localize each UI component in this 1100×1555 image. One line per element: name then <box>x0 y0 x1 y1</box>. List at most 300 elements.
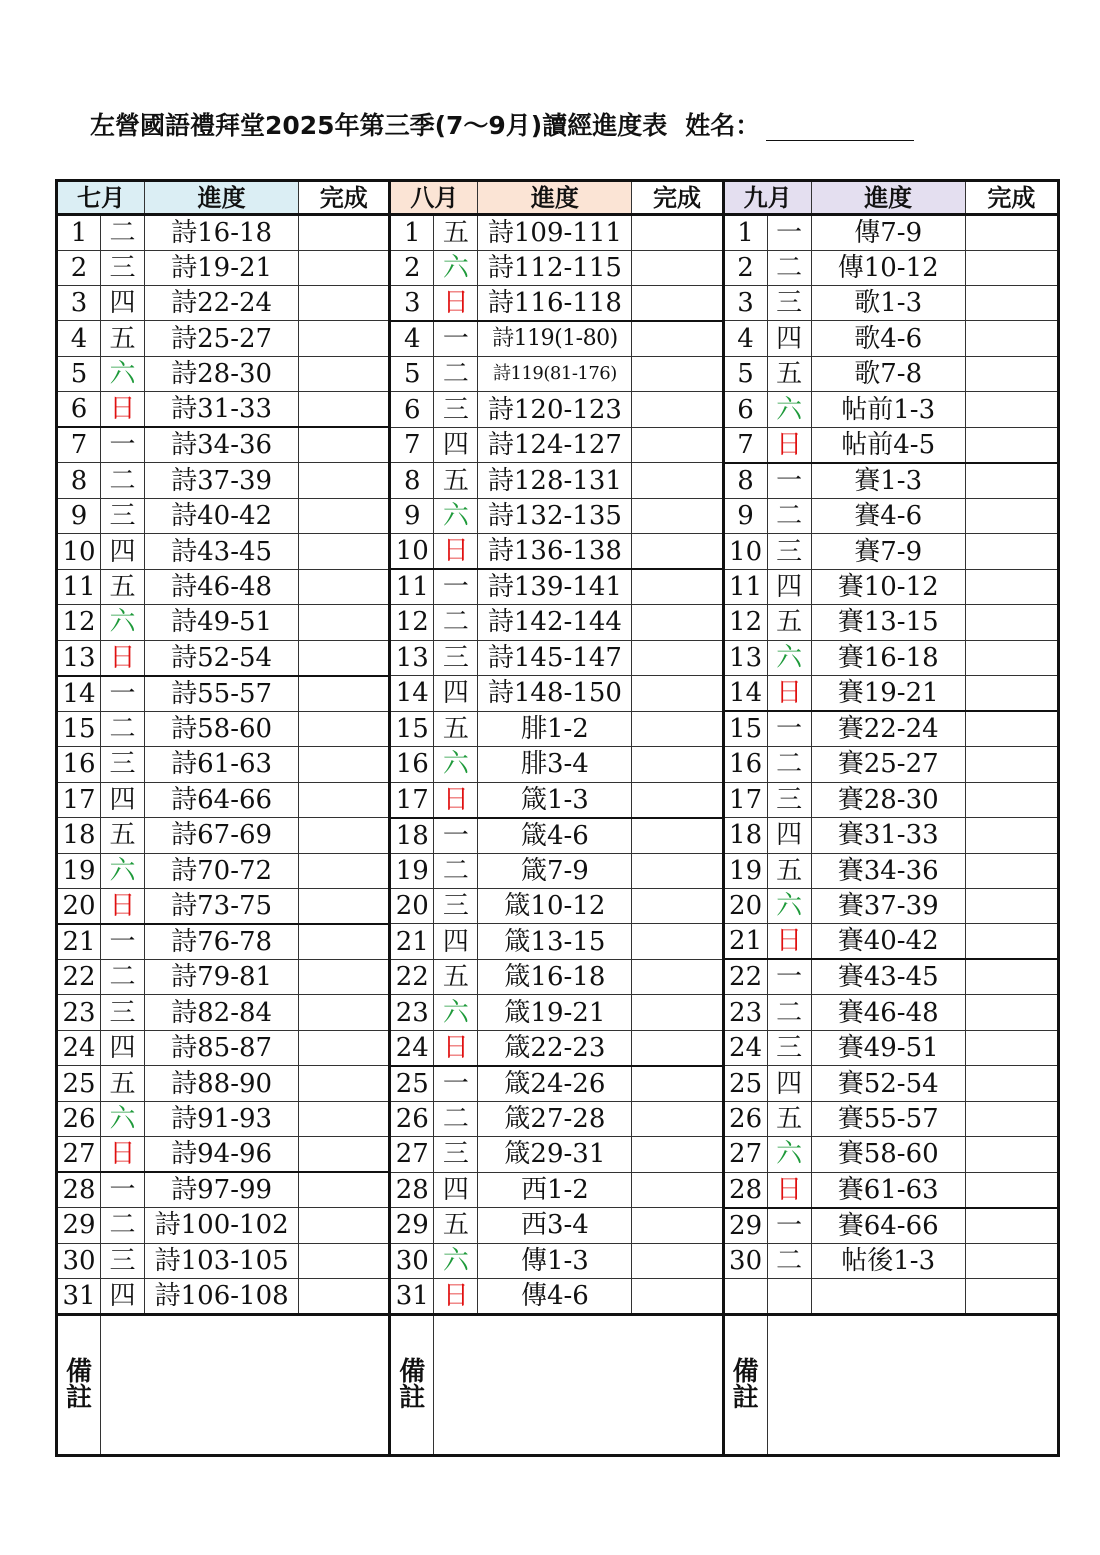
reading-cell: 詩34-36 <box>145 427 299 462</box>
date-cell: 2 <box>723 250 767 285</box>
weekday-cell: 二 <box>101 1208 145 1243</box>
reading-cell: 箴27-28 <box>478 1101 632 1136</box>
date-cell: 11 <box>57 569 101 604</box>
reading-cell: 詩116-118 <box>478 286 632 321</box>
month-label: 九月 <box>723 181 811 215</box>
date-cell: 5 <box>723 356 767 391</box>
done-checkbox-cell[interactable] <box>299 286 390 321</box>
done-checkbox-cell[interactable] <box>299 569 390 604</box>
done-checkbox-cell[interactable] <box>965 463 1058 498</box>
done-checkbox-cell[interactable] <box>965 427 1058 462</box>
table-row <box>57 1066 1059 1101</box>
weekday-cell: 五 <box>434 215 478 250</box>
done-checkbox-cell[interactable] <box>632 1137 723 1172</box>
done-checkbox-cell[interactable] <box>632 250 723 285</box>
weekday-cell: 二 <box>101 711 145 746</box>
weekday-cell: 六 <box>434 747 478 782</box>
done-checkbox-cell[interactable] <box>632 995 723 1030</box>
table-row <box>57 711 1059 746</box>
done-checkbox-cell[interactable] <box>965 1243 1058 1278</box>
weekday-cell: 一 <box>767 463 811 498</box>
done-checkbox-cell[interactable] <box>299 747 390 782</box>
date-cell: 25 <box>390 1066 434 1101</box>
table-row <box>57 1243 1059 1278</box>
weekday-cell: 四 <box>101 534 145 569</box>
reading-cell: 詩132-135 <box>478 498 632 533</box>
table-row <box>57 569 1059 604</box>
weekday-cell: 二 <box>434 853 478 888</box>
done-checkbox-cell[interactable] <box>632 1101 723 1136</box>
reading-cell: 箴7-9 <box>478 853 632 888</box>
date-cell <box>723 1279 767 1314</box>
notes-label-top: 備 <box>66 1356 93 1387</box>
done-checkbox-cell[interactable] <box>299 959 390 994</box>
reading-cell: 詩58-60 <box>145 711 299 746</box>
date-cell: 18 <box>723 818 767 853</box>
reading-cell: 箴4-6 <box>478 818 632 853</box>
weekday-cell: 四 <box>767 569 811 604</box>
done-checkbox-cell[interactable] <box>965 924 1058 959</box>
date-cell: 20 <box>390 888 434 923</box>
done-checkbox-cell[interactable] <box>632 640 723 675</box>
reading-cell: 帖後1-3 <box>811 1243 965 1278</box>
table-row <box>57 640 1059 675</box>
date-cell: 16 <box>390 747 434 782</box>
weekday-cell: 三 <box>434 640 478 675</box>
date-cell: 27 <box>57 1137 101 1172</box>
done-checkbox-cell[interactable] <box>965 215 1058 250</box>
notes-label-bottom: 註 <box>732 1382 759 1413</box>
reading-cell: 賽52-54 <box>811 1066 965 1101</box>
date-cell: 5 <box>57 356 101 391</box>
reading-cell: 詩136-138 <box>478 534 632 569</box>
table-row <box>57 676 1059 711</box>
weekday-cell: 三 <box>767 534 811 569</box>
notes-label <box>390 1314 434 1455</box>
done-checkbox-cell[interactable] <box>965 711 1058 746</box>
reading-cell: 詩103-105 <box>145 1243 299 1278</box>
done-checkbox-cell[interactable] <box>299 534 390 569</box>
done-checkbox-cell[interactable] <box>965 498 1058 533</box>
date-cell: 18 <box>390 818 434 853</box>
reading-cell: 詩79-81 <box>145 959 299 994</box>
weekday-cell: 五 <box>101 321 145 356</box>
done-checkbox-cell[interactable] <box>632 534 723 569</box>
date-cell: 18 <box>57 818 101 853</box>
reading-cell: 賽58-60 <box>811 1137 965 1172</box>
done-checkbox-cell[interactable] <box>299 392 390 427</box>
date-cell: 19 <box>57 853 101 888</box>
date-cell: 27 <box>390 1137 434 1172</box>
date-cell: 25 <box>57 1066 101 1101</box>
date-cell: 9 <box>723 498 767 533</box>
table-row <box>57 782 1059 817</box>
done-checkbox-cell[interactable] <box>299 1137 390 1172</box>
done-checkbox-cell[interactable] <box>965 1137 1058 1172</box>
done-checkbox-cell[interactable] <box>632 569 723 604</box>
reading-cell: 箴10-12 <box>478 888 632 923</box>
done-checkbox-cell[interactable] <box>299 888 390 923</box>
weekday-cell: 二 <box>101 463 145 498</box>
weekday-cell: 日 <box>101 640 145 675</box>
weekday-cell: 四 <box>101 286 145 321</box>
done-checkbox-cell[interactable] <box>299 1066 390 1101</box>
date-cell: 19 <box>390 853 434 888</box>
weekday-cell: 三 <box>434 1137 478 1172</box>
reading-cell: 詩124-127 <box>478 427 632 462</box>
done-checkbox-cell[interactable] <box>632 888 723 923</box>
reading-cell: 賽49-51 <box>811 1030 965 1065</box>
reading-cell: 賽19-21 <box>811 676 965 711</box>
done-checkbox-cell[interactable] <box>632 215 723 250</box>
done-checkbox-cell[interactable] <box>632 321 723 356</box>
date-cell: 12 <box>57 605 101 640</box>
done-checkbox-cell[interactable] <box>299 1030 390 1065</box>
date-cell: 11 <box>390 569 434 604</box>
done-checkbox-cell[interactable] <box>632 286 723 321</box>
done-checkbox-cell[interactable] <box>299 924 390 959</box>
done-checkbox-cell[interactable] <box>299 818 390 853</box>
reading-cell: 帖前4-5 <box>811 427 965 462</box>
reading-cell: 歌1-3 <box>811 286 965 321</box>
weekday-cell: 五 <box>767 853 811 888</box>
date-cell: 28 <box>57 1172 101 1207</box>
done-checkbox-cell[interactable] <box>965 321 1058 356</box>
done-checkbox-cell[interactable] <box>632 818 723 853</box>
date-cell: 24 <box>723 1030 767 1065</box>
reading-cell: 箴1-3 <box>478 782 632 817</box>
weekday-cell: 日 <box>101 888 145 923</box>
date-cell: 22 <box>390 959 434 994</box>
table-row <box>57 1172 1059 1207</box>
reading-cell: 詩142-144 <box>478 605 632 640</box>
date-cell: 15 <box>390 711 434 746</box>
done-checkbox-cell[interactable] <box>965 959 1058 994</box>
table-row <box>57 888 1059 923</box>
weekday-cell: 六 <box>101 1101 145 1136</box>
weekday-cell: 六 <box>434 1243 478 1278</box>
date-cell: 21 <box>723 924 767 959</box>
reading-cell: 西3-4 <box>478 1208 632 1243</box>
weekday-cell: 五 <box>434 711 478 746</box>
weekday-cell: 日 <box>101 1137 145 1172</box>
weekday-cell: 三 <box>101 250 145 285</box>
done-checkbox-cell[interactable] <box>965 782 1058 817</box>
weekday-cell: 一 <box>767 1208 811 1243</box>
weekday-cell: 日 <box>434 782 478 817</box>
weekday-cell: 六 <box>767 640 811 675</box>
reading-cell: 詩128-131 <box>478 463 632 498</box>
reading-cell: 詩31-33 <box>145 392 299 427</box>
reading-cell: 賽61-63 <box>811 1172 965 1207</box>
reading-cell: 傳10-12 <box>811 250 965 285</box>
weekday-cell: 五 <box>434 959 478 994</box>
weekday-cell: 五 <box>101 1066 145 1101</box>
weekday-cell: 二 <box>767 1243 811 1278</box>
done-checkbox-cell[interactable] <box>299 853 390 888</box>
done-checkbox-cell[interactable] <box>299 605 390 640</box>
table-row <box>57 1030 1059 1065</box>
date-cell: 14 <box>723 676 767 711</box>
weekday-cell: 日 <box>434 286 478 321</box>
reading-cell: 詩119(81-176) <box>478 356 632 391</box>
reading-cell: 詩100-102 <box>145 1208 299 1243</box>
date-cell: 30 <box>57 1243 101 1278</box>
done-checkbox-cell[interactable] <box>965 1279 1058 1314</box>
weekday-cell: 五 <box>101 818 145 853</box>
done-checkbox-cell[interactable] <box>965 569 1058 604</box>
weekday-cell: 日 <box>434 1030 478 1065</box>
weekday-cell: 三 <box>434 392 478 427</box>
weekday-cell: 日 <box>767 1172 811 1207</box>
notes-label-bottom: 註 <box>399 1382 426 1413</box>
done-checkbox-cell[interactable] <box>299 1208 390 1243</box>
page-title <box>90 104 1050 148</box>
done-checkbox-cell[interactable] <box>965 392 1058 427</box>
done-checkbox-cell[interactable] <box>965 888 1058 923</box>
done-checkbox-cell[interactable] <box>299 356 390 391</box>
done-checkbox-cell[interactable] <box>632 1066 723 1101</box>
weekday-cell: 六 <box>101 356 145 391</box>
done-checkbox-cell[interactable] <box>299 498 390 533</box>
done-checkbox-cell[interactable] <box>632 747 723 782</box>
reading-cell: 詩139-141 <box>478 569 632 604</box>
done-checkbox-cell[interactable] <box>632 711 723 746</box>
date-cell: 16 <box>723 747 767 782</box>
done-checkbox-cell[interactable] <box>299 1101 390 1136</box>
date-cell: 8 <box>723 463 767 498</box>
reading-cell: 詩112-115 <box>478 250 632 285</box>
reading-cell: 傳7-9 <box>811 215 965 250</box>
done-checkbox-cell[interactable] <box>299 782 390 817</box>
reading-cell: 詩55-57 <box>145 676 299 711</box>
date-cell: 10 <box>390 534 434 569</box>
weekday-cell: 一 <box>767 959 811 994</box>
progress-header: 進度 <box>145 181 299 215</box>
month-label: 七月 <box>57 181 145 215</box>
weekday-cell: 四 <box>434 1172 478 1207</box>
reading-cell: 詩145-147 <box>478 640 632 675</box>
date-cell: 10 <box>723 534 767 569</box>
reading-cell: 西1-2 <box>478 1172 632 1207</box>
date-cell: 4 <box>390 321 434 356</box>
done-checkbox-cell[interactable] <box>965 1066 1058 1101</box>
date-cell: 13 <box>723 640 767 675</box>
reading-cell: 詩148-150 <box>478 676 632 711</box>
reading-cell: 詩61-63 <box>145 747 299 782</box>
weekday-cell: 四 <box>767 321 811 356</box>
table-row <box>57 1101 1059 1136</box>
notes-area[interactable] <box>434 1314 723 1455</box>
done-checkbox-cell[interactable] <box>299 1243 390 1278</box>
date-cell: 29 <box>57 1208 101 1243</box>
reading-cell: 賽46-48 <box>811 995 965 1030</box>
done-checkbox-cell[interactable] <box>299 215 390 250</box>
date-cell: 22 <box>723 959 767 994</box>
done-checkbox-cell[interactable] <box>632 392 723 427</box>
date-cell: 9 <box>57 498 101 533</box>
done-checkbox-cell[interactable] <box>965 1172 1058 1207</box>
date-cell: 17 <box>390 782 434 817</box>
reading-cell: 詩46-48 <box>145 569 299 604</box>
done-checkbox-cell[interactable] <box>632 676 723 711</box>
reading-cell: 詩119(1-80) <box>478 321 632 356</box>
done-checkbox-cell[interactable] <box>632 1279 723 1314</box>
reading-cell: 箴13-15 <box>478 924 632 959</box>
reading-cell: 傳1-3 <box>478 1243 632 1278</box>
date-cell: 24 <box>57 1030 101 1065</box>
done-checkbox-cell[interactable] <box>632 1172 723 1207</box>
done-checkbox-cell[interactable] <box>632 1243 723 1278</box>
notes-area[interactable] <box>101 1314 390 1455</box>
done-checkbox-cell[interactable] <box>299 321 390 356</box>
reading-cell: 詩91-93 <box>145 1101 299 1136</box>
table-row <box>57 924 1059 959</box>
date-cell: 23 <box>723 995 767 1030</box>
date-cell: 1 <box>390 215 434 250</box>
weekday-cell: 一 <box>767 711 811 746</box>
date-cell: 14 <box>390 676 434 711</box>
done-checkbox-cell[interactable] <box>965 534 1058 569</box>
date-cell: 1 <box>57 215 101 250</box>
weekday-cell: 三 <box>434 888 478 923</box>
done-checkbox-cell[interactable] <box>632 498 723 533</box>
done-checkbox-cell[interactable] <box>965 1208 1058 1243</box>
weekday-cell: 三 <box>101 1243 145 1278</box>
done-checkbox-cell[interactable] <box>965 605 1058 640</box>
weekday-cell: 三 <box>101 498 145 533</box>
weekday-cell: 二 <box>434 1101 478 1136</box>
done-checkbox-cell[interactable] <box>299 1172 390 1207</box>
done-checkbox-cell[interactable] <box>965 640 1058 675</box>
weekday-cell: 六 <box>767 1137 811 1172</box>
done-checkbox-cell[interactable] <box>632 959 723 994</box>
reading-cell: 詩120-123 <box>478 392 632 427</box>
done-checkbox-cell[interactable] <box>632 356 723 391</box>
table-row <box>57 1137 1059 1172</box>
done-checkbox-cell[interactable] <box>299 463 390 498</box>
done-checkbox-cell[interactable] <box>965 1101 1058 1136</box>
done-checkbox-cell[interactable] <box>632 427 723 462</box>
weekday-cell: 六 <box>101 853 145 888</box>
weekday-cell: 二 <box>101 959 145 994</box>
progress-header: 進度 <box>811 181 965 215</box>
weekday-cell: 四 <box>434 427 478 462</box>
date-cell: 28 <box>390 1172 434 1207</box>
weekday-cell: 二 <box>434 356 478 391</box>
reading-cell: 詩16-18 <box>145 215 299 250</box>
weekday-cell: 二 <box>101 215 145 250</box>
done-checkbox-cell[interactable] <box>965 818 1058 853</box>
weekday-cell: 三 <box>101 995 145 1030</box>
done-checkbox-cell[interactable] <box>632 782 723 817</box>
table-row <box>57 959 1059 994</box>
date-cell: 21 <box>57 924 101 959</box>
reading-cell: 箴19-21 <box>478 995 632 1030</box>
date-cell: 2 <box>57 250 101 285</box>
done-checkbox-cell[interactable] <box>632 853 723 888</box>
done-checkbox-cell[interactable] <box>632 1208 723 1243</box>
weekday-cell: 三 <box>767 1030 811 1065</box>
date-cell: 16 <box>57 747 101 782</box>
notes-label <box>57 1314 101 1455</box>
done-checkbox-cell[interactable] <box>299 995 390 1030</box>
done-checkbox-cell[interactable] <box>965 747 1058 782</box>
weekday-cell: 一 <box>767 215 811 250</box>
weekday-cell: 四 <box>767 1066 811 1101</box>
date-cell: 2 <box>390 250 434 285</box>
reading-cell: 詩82-84 <box>145 995 299 1030</box>
notes-label-top: 備 <box>399 1356 426 1387</box>
table-row <box>57 498 1059 533</box>
done-checkbox-cell[interactable] <box>965 1030 1058 1065</box>
notes-row <box>57 1314 1059 1455</box>
weekday-cell: 三 <box>767 286 811 321</box>
notes-area[interactable] <box>767 1314 1058 1455</box>
reading-cell: 賽37-39 <box>811 888 965 923</box>
date-cell: 25 <box>723 1066 767 1101</box>
done-checkbox-cell[interactable] <box>965 286 1058 321</box>
date-cell: 27 <box>723 1137 767 1172</box>
date-cell: 3 <box>723 286 767 321</box>
table-row <box>57 356 1059 391</box>
reading-cell: 詩94-96 <box>145 1137 299 1172</box>
reading-cell: 詩70-72 <box>145 853 299 888</box>
weekday-cell: 日 <box>434 534 478 569</box>
reading-schedule-table <box>55 179 1060 1457</box>
done-checkbox-cell[interactable] <box>965 853 1058 888</box>
table-row <box>57 534 1059 569</box>
date-cell: 29 <box>390 1208 434 1243</box>
done-checkbox-cell[interactable] <box>299 676 390 711</box>
date-cell: 12 <box>390 605 434 640</box>
date-cell: 6 <box>723 392 767 427</box>
reading-cell: 歌4-6 <box>811 321 965 356</box>
table-row <box>57 818 1059 853</box>
done-checkbox-cell[interactable] <box>965 250 1058 285</box>
weekday-cell: 一 <box>434 569 478 604</box>
name-field[interactable] <box>766 114 914 141</box>
date-cell: 30 <box>723 1243 767 1278</box>
done-checkbox-cell[interactable] <box>299 1279 390 1314</box>
done-checkbox-cell[interactable] <box>632 924 723 959</box>
done-checkbox-cell[interactable] <box>299 427 390 462</box>
done-checkbox-cell[interactable] <box>965 356 1058 391</box>
date-cell: 23 <box>57 995 101 1030</box>
name-label: 姓名： <box>685 111 761 140</box>
reading-cell: 賽7-9 <box>811 534 965 569</box>
done-checkbox-cell[interactable] <box>299 250 390 285</box>
weekday-cell: 四 <box>101 1279 145 1314</box>
reading-cell <box>811 1279 965 1314</box>
done-checkbox-cell[interactable] <box>632 1030 723 1065</box>
done-checkbox-cell[interactable] <box>965 676 1058 711</box>
done-checkbox-cell[interactable] <box>299 711 390 746</box>
date-cell: 7 <box>723 427 767 462</box>
weekday-cell: 二 <box>434 605 478 640</box>
done-checkbox-cell[interactable] <box>965 995 1058 1030</box>
reading-cell: 詩106-108 <box>145 1279 299 1314</box>
done-checkbox-cell[interactable] <box>299 640 390 675</box>
done-checkbox-cell[interactable] <box>632 605 723 640</box>
done-checkbox-cell[interactable] <box>632 463 723 498</box>
date-cell: 9 <box>390 498 434 533</box>
date-cell: 15 <box>57 711 101 746</box>
weekday-cell: 三 <box>101 747 145 782</box>
reading-cell: 詩88-90 <box>145 1066 299 1101</box>
reading-cell: 腓1-2 <box>478 711 632 746</box>
weekday-cell: 一 <box>101 427 145 462</box>
